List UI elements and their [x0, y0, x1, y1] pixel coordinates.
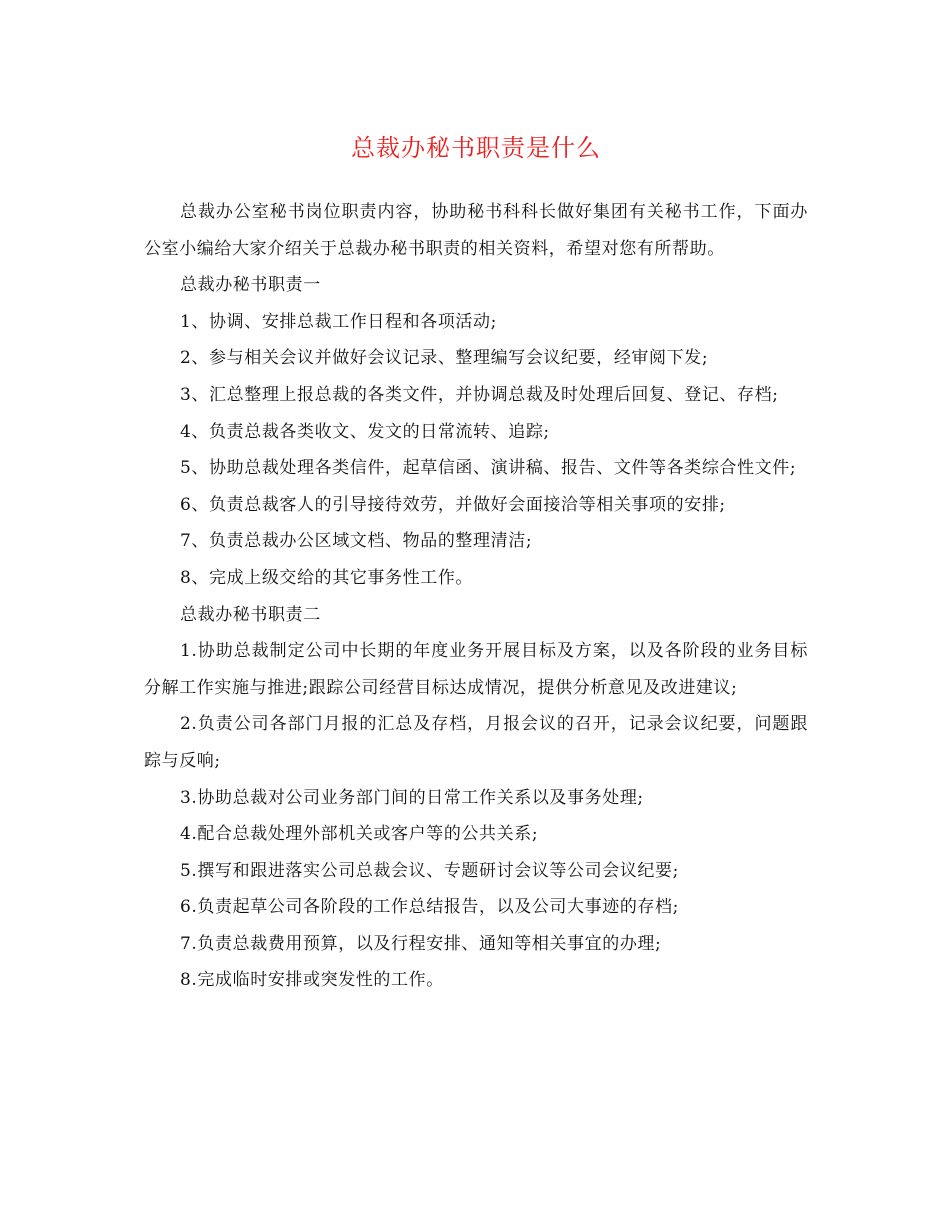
section2-heading: 总裁办秘书职责二 [180, 604, 321, 625]
section2-item-2: 2.负责公司各部门月报的汇总及存档，月报会议的召开，记录会议纪要，问题跟踪与反响; [144, 714, 808, 771]
section1-item-2: 2、参与相关会议并做好会议记录、整理编写会议纪要，经审阅下发; [180, 348, 709, 369]
section1-item-4: 4、负责总裁各类收文、发文的日常流转、追踪; [180, 421, 550, 442]
section1-item-6: 6、负责总裁客人的引导接待效劳，并做好会面接洽等相关事项的安排; [180, 494, 726, 515]
section2-item-3: 3.协助总裁对公司业务部门间的日常工作关系以及事务处理; [180, 787, 644, 808]
section1-heading: 总裁办秘书职责一 [180, 275, 321, 296]
section2-item-7: 7.负责总裁费用预算，以及行程安排、通知等相关事宜的办理; [180, 933, 662, 954]
section2-item-6: 6.负责起草公司各阶段的工作总结报告，以及公司大事迹的存档; [180, 897, 679, 918]
section1-item-8: 8、完成上级交给的其它事务性工作。 [180, 567, 474, 588]
section2-item-8: 8.完成临时安排或突发性的工作。 [180, 970, 444, 991]
document-body [144, 194, 808, 999]
document-title: 总裁办秘书职责是什么 [351, 134, 601, 162]
section1-item-7: 7、负责总裁办公区域文档、物品的整理清洁; [180, 531, 533, 552]
section2-item-5: 5.撰写和跟进落实公司总裁会议、专题研讨会议等公司会议纪要; [180, 860, 679, 881]
section1-item-3: 3、汇总整理上报总裁的各类文件，并协调总裁及时处理后回复、登记、存档; [180, 384, 779, 405]
section2-item-4: 4.配合总裁处理外部机关或客户等的公共关系; [180, 824, 539, 845]
section2-item-1: 1.协助总裁制定公司中长期的年度业务开展目标及方案，以及各阶段的业务目标分解工作实施与推进;跟踪公司经营目标达成情况，提供分析意见及改进建议; [144, 641, 808, 698]
section1-item-1: 1、协调、安排总裁工作日程和各项活动; [180, 311, 497, 332]
intro-paragraph: 总裁办公室秘书岗位职责内容，协助秘书科科长做好集团有关秘书工作，下面办公室小编给大家介绍关于总裁办秘书职责的相关资料，希望对您有所帮助。 [144, 202, 808, 259]
section1-item-5: 5、协助总裁处理各类信件，起草信函、演讲稿、报告、文件等各类综合性文件; [180, 458, 797, 479]
